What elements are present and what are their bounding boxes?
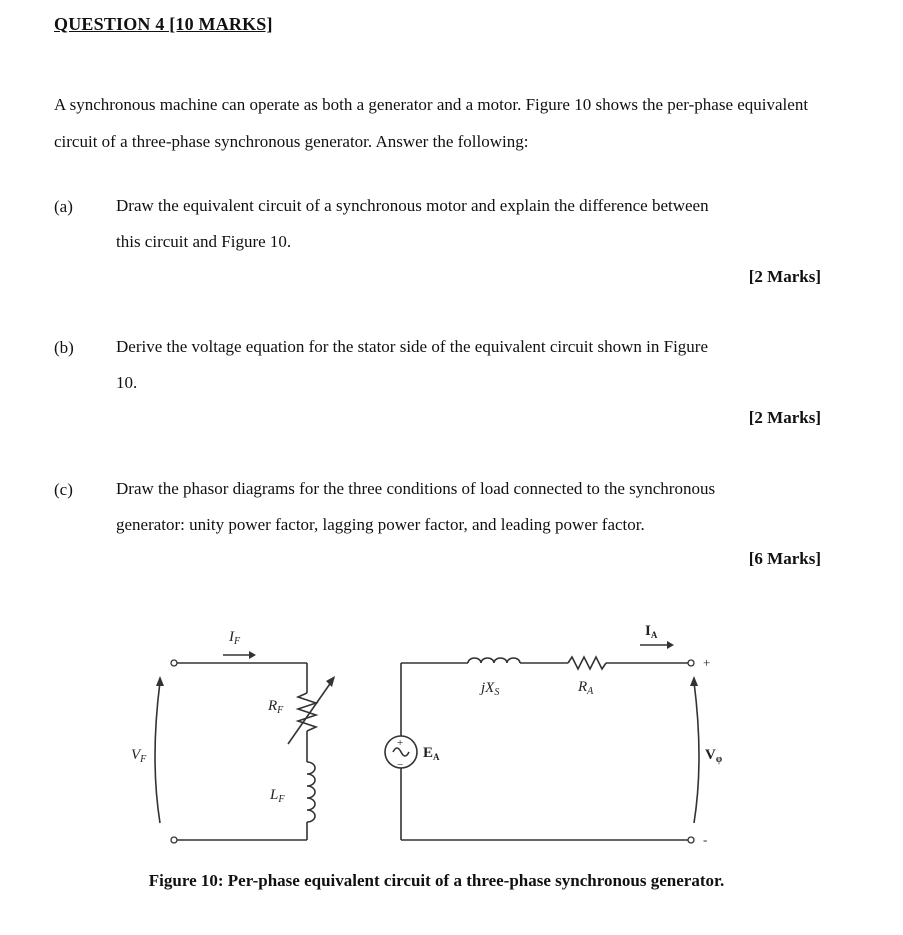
part-c-marks: [6 Marks]: [748, 549, 821, 568]
armature-terminal-bottom: [688, 837, 694, 843]
field-voltage-arrowhead: [156, 676, 164, 686]
terminal-plus-sign: +: [703, 655, 711, 670]
field-terminal-bottom: [171, 837, 177, 843]
reactance-label: $jX_S$: [481, 680, 500, 698]
rheostat-arrowhead: [326, 676, 335, 687]
source-minus-sign: −: [397, 759, 404, 771]
question-heading: QUESTION 4 [10 MARKS]: [54, 14, 273, 34]
part-c-text: [116, 471, 828, 543]
field-voltage-label: $V_F$: [131, 747, 147, 765]
part-a-line-1: Draw the equivalent circuit of a synchronous motor and explain the difference between: [116, 196, 709, 215]
part-c-line-1: Draw the phasor diagrams for the three conditions of load connected to the synchronous: [116, 479, 716, 498]
terminal-minus-sign: -: [703, 832, 708, 847]
part-a-text: [116, 188, 828, 260]
armature-current-arrowhead: [667, 641, 674, 649]
armature-resistor: [568, 657, 606, 669]
source-plus-sign: +: [397, 737, 404, 749]
circuit-diagram: [0, 600, 903, 862]
rheostat-arrow-line: [288, 678, 334, 744]
part-b-line-2: 10.: [116, 373, 138, 392]
field-inductor: [307, 762, 315, 822]
ac-source-wave: [393, 748, 409, 756]
part-b-line-1: Derive the voltage equation for the stator side of the equivalent circuit shown in Figure: [116, 337, 708, 356]
field-terminal-top: [171, 660, 177, 666]
armature-current-label: $I_A$: [645, 623, 658, 640]
field-current-label: $I_F$: [229, 629, 241, 647]
part-b-text: [116, 329, 828, 401]
part-c-label: (c): [54, 480, 73, 499]
part-a-line-2: this circuit and Figure 10.: [116, 232, 292, 251]
field-current-arrowhead: [249, 651, 256, 659]
internal-voltage-label: $E_A$: [423, 745, 440, 762]
part-a-marks: [2 Marks]: [748, 267, 821, 286]
part-b-label: (b): [54, 338, 74, 357]
phase-voltage-bracket: [694, 682, 699, 823]
synchronous-reactance: [468, 658, 520, 663]
part-a-label: (a): [54, 197, 73, 216]
armature-terminal-top: [688, 660, 694, 666]
question-intro: A synchronous machine can operate as both a generator and a motor. Figure 10 shows the per-phase equivalent circuit of a three-phase synchronous generator. Answer the following:: [54, 95, 809, 151]
phase-voltage-arrowhead: [690, 676, 698, 686]
phase-voltage-label: $V_\varphi$: [705, 747, 723, 765]
armature-resistance-label: $R_A$: [578, 679, 594, 697]
figure-caption: Figure 10: Per-phase equivalent circuit of a three-phase synchronous generator.: [148, 871, 725, 890]
field-resistance-label: $R_F$: [268, 698, 284, 716]
field-voltage-bracket: [155, 682, 160, 823]
field-inductance-label: $L_F$: [270, 787, 285, 805]
part-b-marks: [2 Marks]: [748, 408, 821, 427]
part-c-line-2: generator: unity power factor, lagging power factor, and leading power factor.: [116, 515, 645, 534]
